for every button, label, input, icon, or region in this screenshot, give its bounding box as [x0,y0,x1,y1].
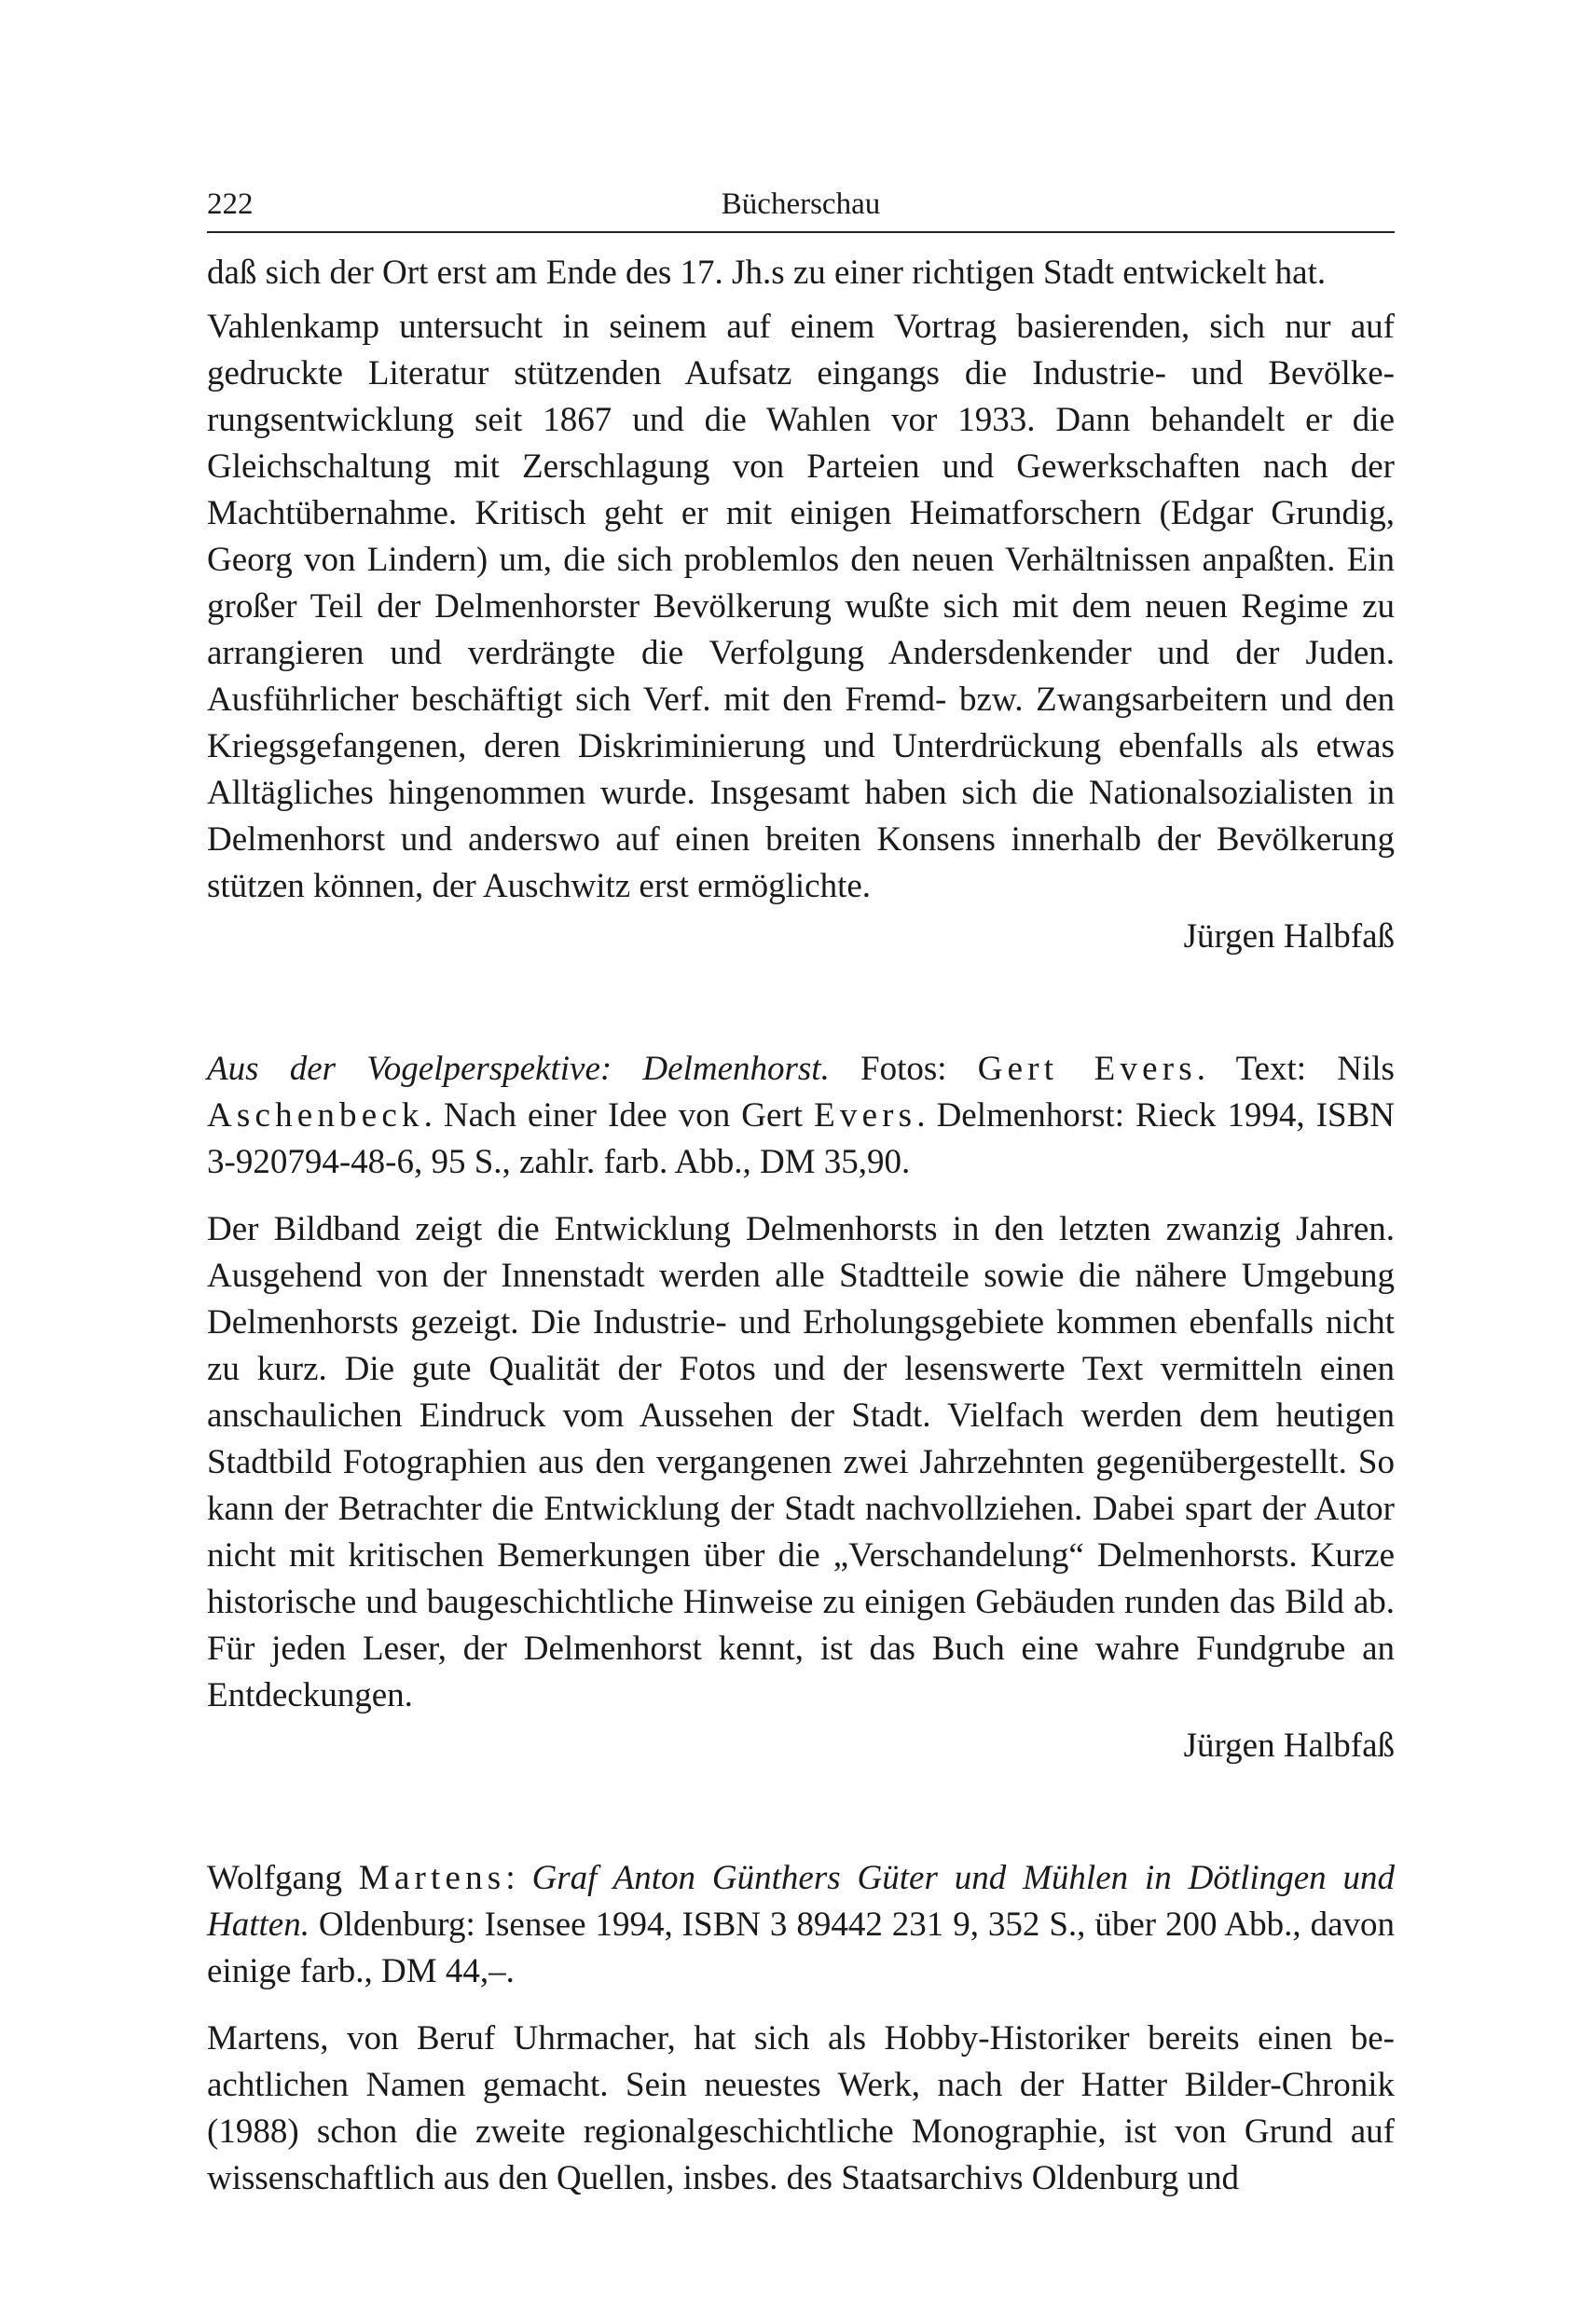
review-paragraph: Martens, von Beruf Uhrmacher, hat sich als Hobby-Historiker bereits einen beachtlichen Namen gemacht. Sein neuestes Werk, nach der Hatter Bilder-Chronik (1988) schon die zweite regionalgeschichtliche Monographie, ist von Grund auf wissenschaftlich aus den Quellen, insbes. des Staatsarchivs Oldenburg und [207,2019,1395,2197]
continued-paragraph: daß sich der Ort erst am Ende des 17. Jh.s zu einer richtigen Stadt entwickelt hat. [207,254,1327,292]
author-last-name: Martens [358,1859,506,1897]
book-page [207,177,1395,2202]
reviewer-signature: Jürgen Halbfaß [1183,917,1395,956]
text-label: . Text: [1196,1050,1338,1088]
reviewer-signature: Jürgen Halbfaß [1183,1727,1395,1765]
page-body [207,250,1395,2202]
running-title: Bücherschau [721,187,881,221]
review-paragraph: Vahlenkamp untersucht in seinem auf einem Vortrag basierenden, sich nur auf gedruckte Literatur stützenden Aufsatz eingangs die Industrie- und Bevölkerungsentwicklung seit 1867 und die Wahlen vor 1933. Dann behandelt er die Gleichschaltung mit Zerschlagung von Parteien und Gewerkschaften nach der Machtübernahme. Kritisch geht er mit einigen Heimatforschern (Edgar Grundig, Georg von Lindern) um, die sich problemlos den neuen Verhältnissen anpaßten. Ein großer Teil der Delmenhorster Bevölkerung wußte sich mit dem neuen Regime zu arrangieren und verdrängte die Verfolgung Andersdenkender und der Juden. Ausführlicher beschäftigt sich Verf. mit den Fremd- bzw. Zwangsarbeitern und den Kriegsgefangenen, deren Diskriminierung und Unterdrückung ebenfalls als etwas Alltägliches hingenommen wurde. Insgesamt haben sich die Nationalsozialisten in Delmenhorst und anderswo auf einen breiten Konsens innerhalb der Bevölkerung stützen können, der Auschwitz erst ermöglichte. [207,308,1395,905]
book-title: Graf Anton Günthers Güter und Mühlen in Dötlingen und Hatten. [207,1859,1396,1944]
page-header [207,177,1395,233]
bibliographic-entry [207,1855,1395,1995]
idea-label: . Nach einer Idee von Gert [423,1096,815,1135]
text-author-first: Nils [1337,1050,1395,1088]
text-author-last: Aschenbeck [207,1096,424,1135]
book-title: Aus der Vogelperspektive: Delmenhorst. [207,1050,830,1088]
review-paragraph: Der Bildband zeigt die Entwicklung Delmenhorsts in den letzten zwanzig Jahren. Ausgehend von der Innenstadt werden alle Stadtteile sowie die nähere Umgebung Delmenhorsts gezeigt. Die Industrie- und Erholungsgebiete kommen ebenfalls nicht zu kurz. Die gute Qualität der Fotos und der lesenswerte Text vermitteln einen anschaulichen Eindruck vom Aussehen der Stadt. Vielfach werden dem heutigen Stadtbild Fotographien aus den vergangenen zwei Jahrzehnten gegenübergestellt. So kann der Betrachter die Entwicklung der Stadt nachvollziehen. Dabei spart der Autor nicht mit kritischen Bemerkungen über die „Verschandelung“ Delmenhorsts. Kurze historische und baugeschichtliche Hinweise zu einigen Gebäuden runden das Bild ab. Für jeden Leser, der Delmenhorst kennt, ist das Buch eine wahre Fundgrube an Entdeckungen. [207,1210,1395,1714]
photos-label: Fotos: [829,1050,978,1088]
idea-author-last: Evers [814,1096,917,1135]
page-number: 222 [207,187,254,221]
photographer-name: Gert Evers [977,1050,1197,1088]
author-colon: : [505,1859,532,1897]
publication-details: Oldenburg: Isensee 1994, ISBN 3 89442 231 9, 352 S., über 200 Abb., davon einige farb., DM 44,–. [207,1906,1395,1990]
bibliographic-entry [207,1046,1395,1186]
author-first-name: Wolfgang [207,1859,359,1897]
publication-details: . Delmenhorst: Rieck 1994, ISBN 3-920794-48-6, 95 S., zahlr. farb. Abb., DM 35,90. [207,1096,1395,1181]
